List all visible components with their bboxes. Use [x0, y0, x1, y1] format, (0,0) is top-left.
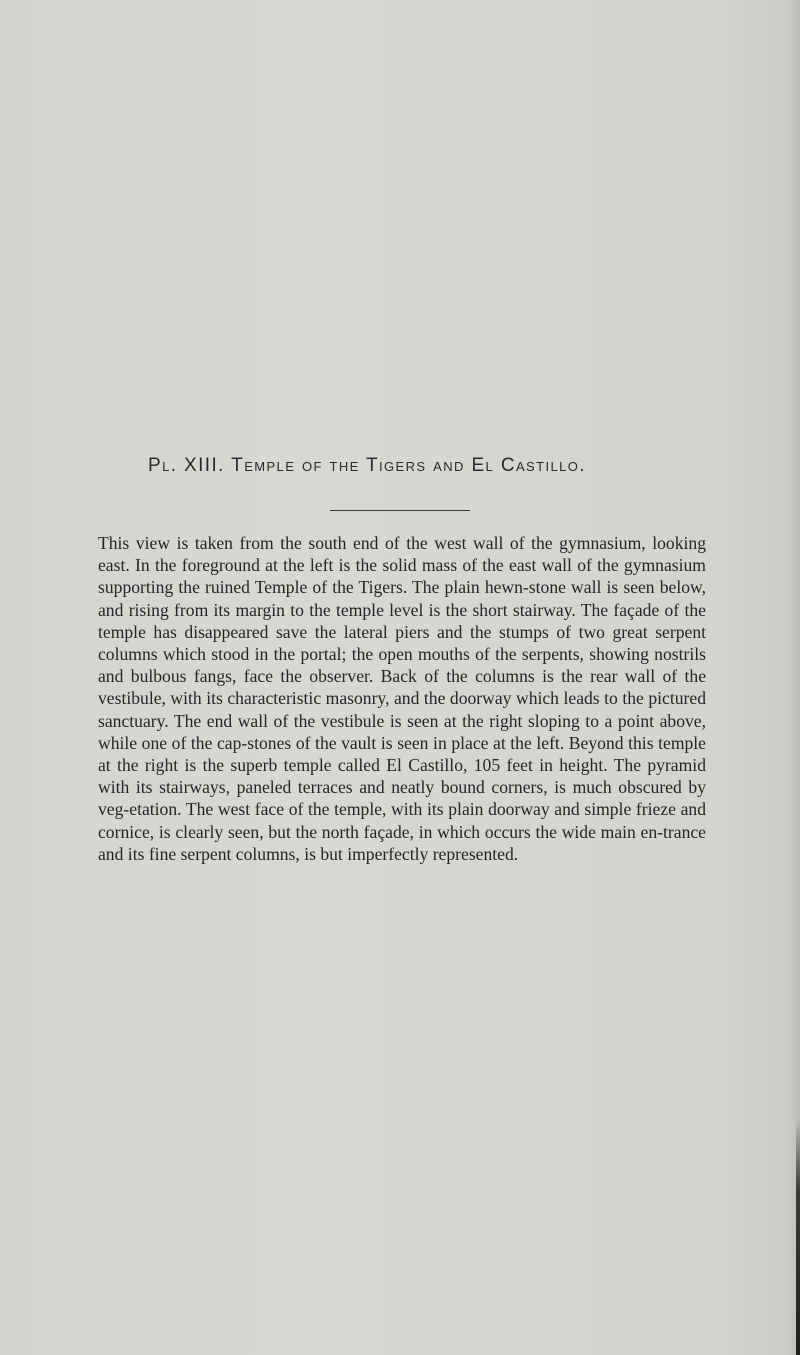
title-divider	[330, 510, 470, 511]
plate-title: Pl. XIII. Temple of the Tigers and El Castillo.	[148, 455, 586, 476]
plate-description: This view is taken from the south end of the west wall of the gymnasium, looking east. In the foreground at the left is the solid mass of the east wall of the gymnasium supporting the ruined Temple of the Tigers. The plain hewn-stone wall is seen below, and rising from its margin to the temple level is the short stairway. The façade of the temple has disappeared save the lateral piers and the stumps of two great serpent columns which stood in the portal; the open mouths of the serpents, showing nostrils and bulbous fangs, face the observer. Back of the columns is the rear wall of the vestibule, with its characteristic masonry, and the doorway which leads to the pictured sanctuary. The end wall of the vestibule is seen at the right sloping to a point above, while one of the cap-stones of the vault is seen in place at the left. Beyond this temple at the right is the superb temple called El Castillo, 105 feet in height. The pyramid with its stairways, paneled terraces and neatly bound corners, is much obscured by veg-etation. The west face of the temple, with its plain doorway and simple frieze and cornice, is clearly seen, but the north façade, in which occurs the wide main en-trance and its fine serpent columns, is but imperfectly represented.	[98, 533, 706, 864]
page-edge-dark	[796, 1120, 800, 1355]
